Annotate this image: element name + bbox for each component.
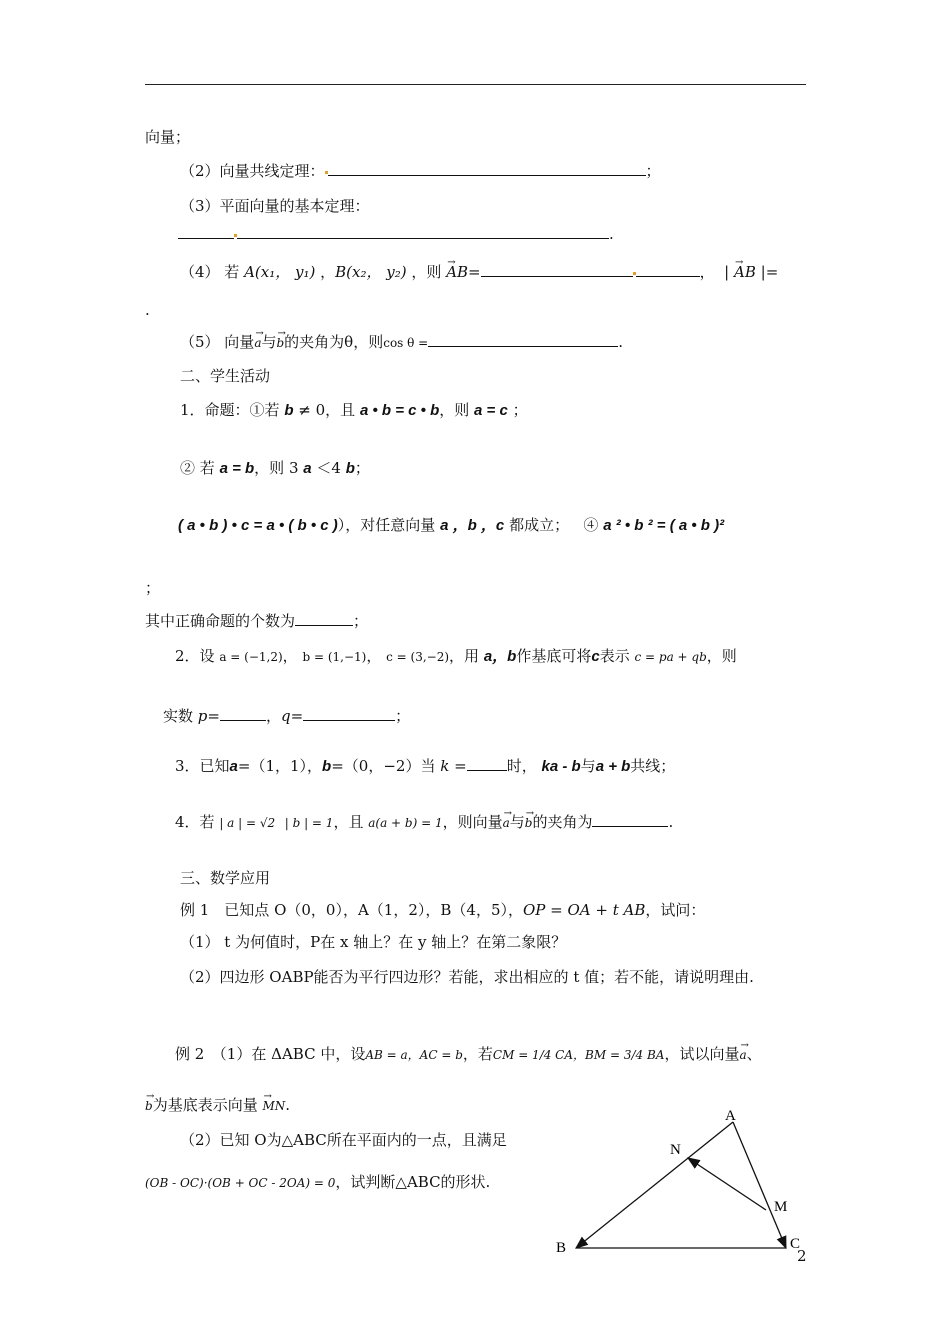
item-basic-theorem: （3）平面向量的基本定理： bbox=[180, 197, 370, 215]
vector-MN bbox=[688, 1158, 766, 1210]
example-1-part2: （2）四边形 OABP能否为平行四边形？若能，求出相应的 t 值；若不能，请说明理由. bbox=[180, 968, 754, 986]
question-1-part2: ② 若 a = b，则 3 a ＜4 b； bbox=[180, 459, 370, 477]
period-line: . bbox=[145, 301, 150, 319]
item-basic-theorem-blank: . bbox=[178, 224, 614, 244]
question-1-part3: ( a • b ) • c = a • ( b • c )），对任意向量 a ，b ，c 都成立； ④ a ² • b ² = ( a • b )² bbox=[178, 516, 725, 534]
section-math-application: 三、数学应用 bbox=[180, 869, 271, 887]
question-4: 4．若 | a | = √2 | b | = 1，且 a(a + b) = 1，则向量→ a与→ b的夹角为 . bbox=[175, 812, 673, 833]
answer-blank[interactable] bbox=[481, 262, 633, 277]
answer-blank-q[interactable] bbox=[303, 706, 395, 721]
answer-blank[interactable] bbox=[636, 262, 700, 277]
question-1-count: 其中正确命题的个数为 ； bbox=[145, 612, 369, 630]
example-1-part1: （1） t 为何值时，P在 x 轴上？在 y 轴上？在第二象限？ bbox=[180, 933, 567, 951]
question-2: 2．设 a = (−1,2)， b = (1,−1)， c = (3,−2)，用 a，b作基底可将c表示 c = pa + qb，则 bbox=[175, 647, 737, 665]
item-coordinates: （4） 若 A(x₁， y₁) ，B(x₂， y₂) ，则 → AB= ， | → AB |= bbox=[180, 262, 778, 282]
example-2: 例 2 （1）在 ΔABC 中，设AB = a，AC = b，若CM = 1/4 CA，BM = 3/4 BA，试以向量→ a、 bbox=[175, 1044, 762, 1065]
label-A: A bbox=[725, 1108, 736, 1124]
question-2-real: 实数 p= ，q= ； bbox=[163, 707, 411, 725]
answer-blank[interactable] bbox=[237, 224, 609, 239]
label-B: B bbox=[556, 1240, 567, 1256]
section-student-activity: 二、学生活动 bbox=[180, 367, 271, 385]
answer-blank[interactable] bbox=[592, 812, 668, 827]
answer-blank[interactable] bbox=[328, 161, 646, 176]
example-2-cont: → b为基底表示向量 → MN. bbox=[145, 1095, 290, 1116]
example-2-part2-expr: (OB - OC)·(OB + OC - 2OA) = 0，试判断△ABC的形状. bbox=[145, 1173, 491, 1191]
semicolon-line: ； bbox=[145, 579, 161, 597]
answer-blank[interactable] bbox=[428, 332, 618, 347]
item-angle: （5） 向量→ a与→ b的夹角为θ，则cos θ = . bbox=[180, 332, 623, 353]
answer-blank-p[interactable] bbox=[220, 706, 266, 721]
triangle-figure bbox=[550, 1100, 820, 1260]
answer-blank[interactable] bbox=[295, 611, 353, 626]
example-1: 例 1 已知点 O（0，0），A（1，2），B（4，5），OP = OA + t AB，试问： bbox=[180, 901, 706, 919]
label-N: N bbox=[670, 1142, 681, 1158]
question-1: 1．命题：①若 b ≠ 0，且 a • b = c • b，则 a = c ； bbox=[180, 401, 528, 419]
line-vector: 向量； bbox=[145, 128, 191, 146]
side-AB bbox=[576, 1122, 733, 1248]
page-number: 2 bbox=[797, 1247, 807, 1265]
side-AC bbox=[733, 1122, 786, 1248]
label-C: C bbox=[790, 1236, 801, 1252]
header-rule bbox=[145, 84, 806, 85]
label-M: M bbox=[774, 1199, 788, 1215]
question-3: 3．已知a=（1，1），b=（0，−2）当 k = 时， ka - b与a + b共线； bbox=[175, 757, 676, 775]
item-collinear-theorem: （2）向量共线定理： ； bbox=[180, 162, 661, 180]
answer-blank[interactable] bbox=[467, 756, 507, 771]
answer-blank[interactable] bbox=[178, 224, 234, 239]
example-2-part2: （2）已知 O为△ABC所在平面内的一点，且满足 bbox=[180, 1131, 507, 1149]
